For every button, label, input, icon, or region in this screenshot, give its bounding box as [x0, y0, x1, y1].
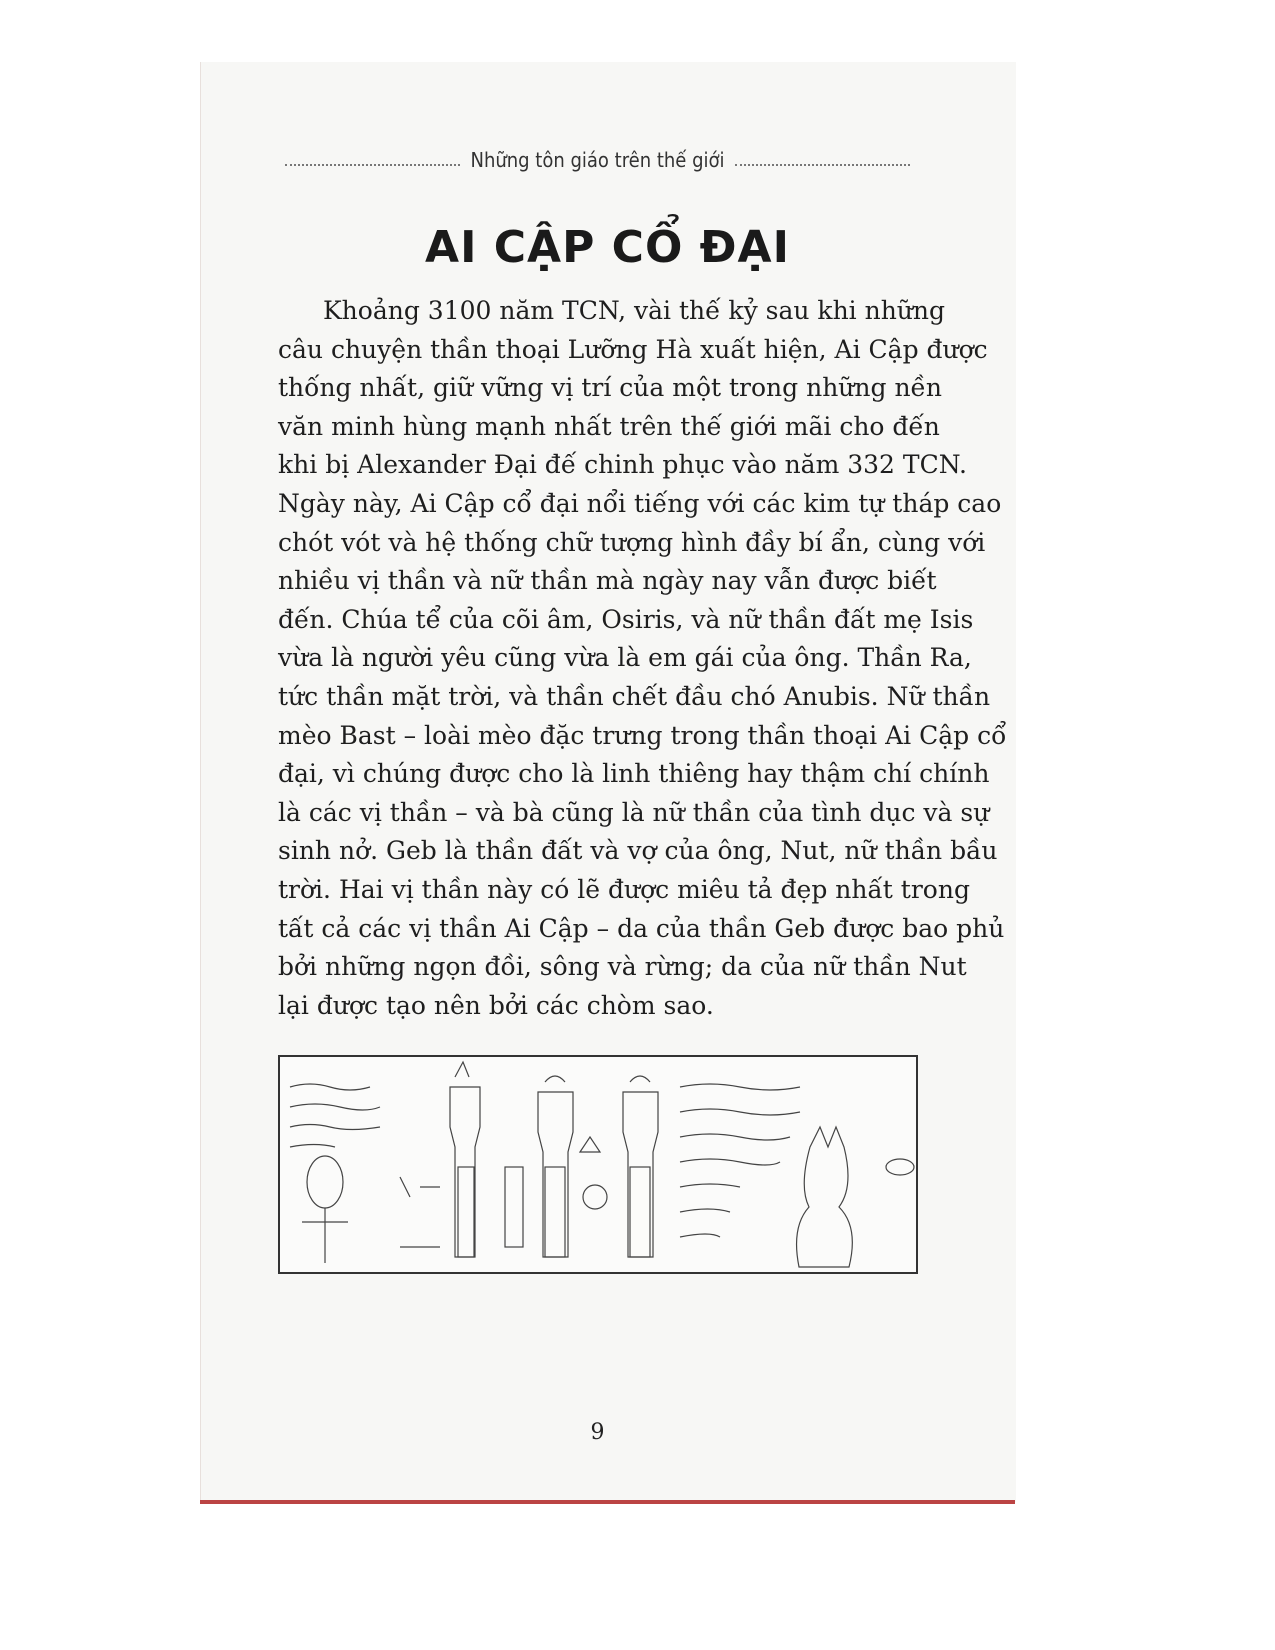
text-line: Ngày này, Ai Cập cổ đại nổi tiếng với các kim tự tháp cao [278, 488, 1002, 518]
text-line: trời. Hai vị thần này có lẽ được miêu tả đẹp nhất trong [278, 874, 970, 904]
text-line: văn minh hùng mạnh nhất trên thế giới mãi cho đến [278, 411, 940, 441]
text-line: nhiều vị thần và nữ thần mà ngày nay vẫn được biết [278, 566, 937, 596]
egyptian-gods-illustration-icon [280, 1057, 916, 1272]
text-line: vừa là người yêu cũng vừa là em gái của ông. Thần Ra, [278, 643, 972, 673]
text-line: bởi những ngọn đồi, sông và rừng; da của nữ thần Nut [278, 952, 967, 982]
text-line: lại được tạo nên bởi các chòm sao. [278, 990, 714, 1020]
text-line: chót vót và hệ thống chữ tượng hình đầy bí ẩn, cùng với [278, 527, 986, 557]
page-number: 9 [590, 1420, 605, 1445]
divider-dots-left [285, 154, 460, 166]
text-line: đến. Chúa tể của cõi âm, Osiris, và nữ thần đất mẹ Isis [278, 604, 974, 634]
text-line: mèo Bast – loài mèo đặc trưng trong thần thoại Ai Cập cổ [278, 720, 1007, 750]
text-line: tất cả các vị thần Ai Cập – da của thần Geb được bao phủ [278, 913, 1005, 943]
text-line: là các vị thần – và bà cũng là nữ thần của tình dục và sự [278, 797, 990, 827]
egyptian-illustration [278, 1055, 918, 1274]
page-edge [200, 1500, 1015, 1504]
text-line: Khoảng 3100 năm TCN, vài thế kỷ sau khi những [323, 296, 946, 325]
text-line: đại, vì chúng được cho là linh thiêng hay thậm chí chính [278, 759, 990, 789]
text-line: thống nhất, giữ vững vị trí của một trong những nền [278, 373, 943, 403]
running-head-title: Những tôn giáo trên thế giới [470, 148, 725, 172]
chapter-title: AI CẬP CỔ ĐẠI [425, 222, 790, 273]
text-line: sinh nở. Geb là thần đất và vợ của ông, Nut, nữ thần bầu [278, 836, 998, 866]
divider-dots-right [735, 154, 910, 166]
text-line: khi bị Alexander Đại đế chinh phục vào năm 332 TCN. [278, 450, 967, 480]
text-line: tức thần mặt trời, và thần chết đầu chó Anubis. Nữ thần [278, 681, 991, 711]
body-paragraph [278, 292, 1007, 1025]
running-head [275, 148, 920, 172]
text-line: câu chuyện thần thoại Lưỡng Hà xuất hiện, Ai Cập được [278, 334, 988, 364]
